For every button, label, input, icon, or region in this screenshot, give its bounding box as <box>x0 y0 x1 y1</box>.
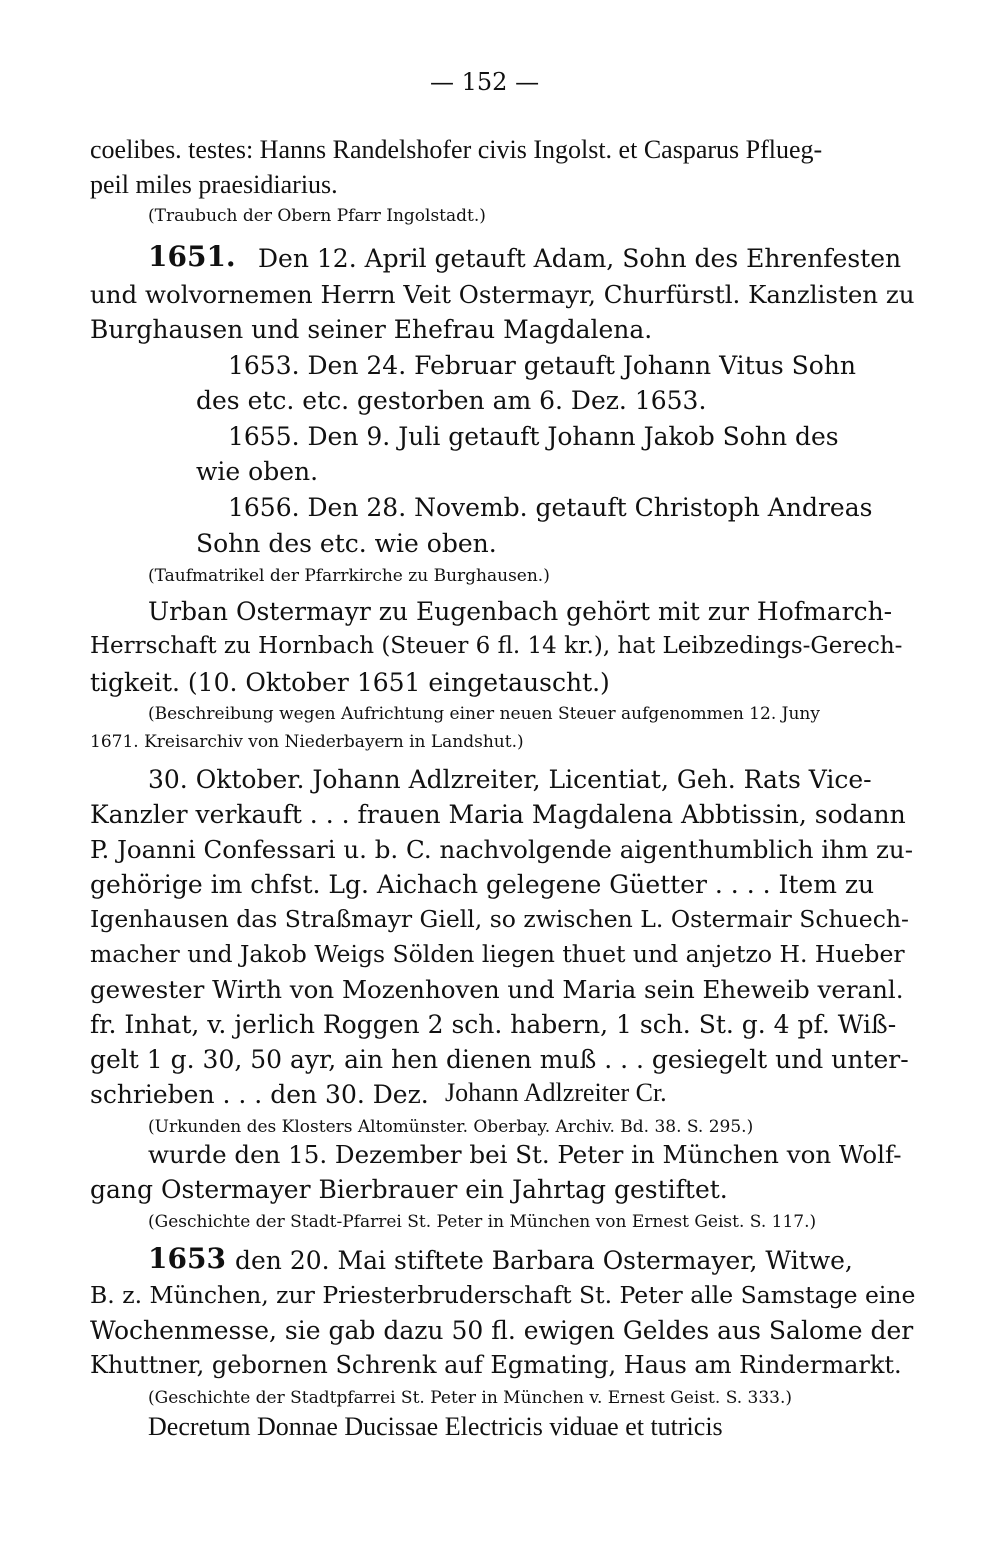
text-line: coelibes. testes: Hanns Randelshofer civis Ingolst. et Casparus Pflueg- <box>90 135 823 164</box>
page-number: — 152 — <box>430 68 540 96</box>
text-line: fr. Inhat, v. jerlich Roggen 2 sch. habern, 1 sch. St. g. 4 pf. Wiß- <box>90 1010 897 1039</box>
text-line: tigkeit. (10. Oktober 1651 eingetauscht.) <box>90 668 610 697</box>
text-line: Wochenmesse, sie gab dazu 50 fl. ewigen Geldes aus Salome der <box>90 1316 914 1345</box>
source-citation: (Geschichte der Stadtpfarrei St. Peter in München v. Ernest Geist. S. 333.) <box>148 1388 793 1408</box>
text-line: schrieben . . . den 30. Dez. <box>90 1080 429 1109</box>
text-line: gang Ostermayer Bierbrauer ein Jahrtag gestiftet. <box>90 1175 728 1204</box>
year-heading: 1653 <box>148 1242 226 1275</box>
text-line: Igenhausen das Straßmayr Giell, so zwischen L. Ostermair Schuech- <box>90 905 909 933</box>
signature-name: Johann Adlzreiter Cr. <box>445 1078 667 1107</box>
source-citation: (Beschreibung wegen Aufrichtung einer neuen Steuer aufgenommen 12. Juny <box>148 704 820 724</box>
text-line: macher und Jakob Weigs Sölden liegen thuet und anjetzo H. Hueber <box>90 940 905 968</box>
text-line: 1656. Den 28. Novemb. getauft Christoph Andreas <box>228 493 873 522</box>
text-line: gelt 1 g. 30, 50 ayr, ain hen dienen muß . . . gesiegelt und unter- <box>90 1045 909 1074</box>
text-line: Urban Ostermayr zu Eugenbach gehört mit zur Hofmarch- <box>148 597 893 626</box>
text-line: und wolvornemen Herrn Veit Ostermayr, Churfürstl. Kanzlisten zu <box>90 280 915 309</box>
source-citation: (Taufmatrikel der Pfarrkirche zu Burghausen.) <box>148 566 550 586</box>
text-line: den 20. Mai stiftete Barbara Ostermayer, Witwe, <box>235 1246 853 1275</box>
year-heading: 1651. <box>148 240 236 273</box>
text-line: gehörige im chfst. Lg. Aichach gelegene Güetter . . . . Item zu <box>90 870 875 899</box>
text-line: Khuttner, gebornen Schrenk auf Egmating, Haus am Rindermarkt. <box>90 1351 902 1379</box>
source-citation: (Urkunden des Klosters Altomünster. Oberbay. Archiv. Bd. 38. S. 295.) <box>148 1117 754 1137</box>
text-line: Kanzler verkauft . . . frauen Maria Magdalena Abbtissin, sodann <box>90 800 906 829</box>
text-line: Decretum Donnae Ducissae Electricis viduae et tutricis <box>148 1412 723 1441</box>
text-line: P. Joanni Confessari u. b. C. nachvolgende aigenthumblich ihm zu- <box>90 835 913 864</box>
text-line: 1653. Den 24. Februar getauft Johann Vitus Sohn <box>228 351 856 380</box>
text-line: Herrschaft zu Hornbach (Steuer 6 fl. 14 kr.), hat Leibzedings-Gerech- <box>90 633 903 659</box>
text-line: peil miles praesidiarius. <box>90 170 338 199</box>
text-line: des etc. etc. gestorben am 6. Dez. 1653. <box>196 386 707 415</box>
text-line: wurde den 15. Dezember bei St. Peter in München von Wolf- <box>148 1140 902 1169</box>
text-line: 30. Oktober. Johann Adlzreiter, Licentiat, Geh. Rats Vice- <box>148 765 872 794</box>
text-line: 1655. Den 9. Juli getauft Johann Jakob Sohn des <box>228 422 839 451</box>
source-citation: (Traubuch der Obern Pfarr Ingolstadt.) <box>148 206 486 226</box>
text-line: wie oben. <box>196 457 319 486</box>
source-citation: 1671. Kreisarchiv von Niederbayern in Landshut.) <box>90 732 524 752</box>
text-line: gewester Wirth von Mozenhoven und Maria sein Eheweib veranl. <box>90 975 904 1004</box>
text-line: Burghausen und seiner Ehefrau Magdalena. <box>90 315 653 344</box>
text-line: Sohn des etc. wie oben. <box>196 529 497 558</box>
text-line: Den 12. April getauft Adam, Sohn des Ehrenfesten <box>258 244 902 273</box>
text-line: B. z. München, zur Priesterbruderschaft St. Peter alle Samstage eine <box>90 1281 916 1309</box>
source-citation: (Geschichte der Stadt-Pfarrei St. Peter in München von Ernest Geist. S. 117.) <box>148 1212 817 1232</box>
